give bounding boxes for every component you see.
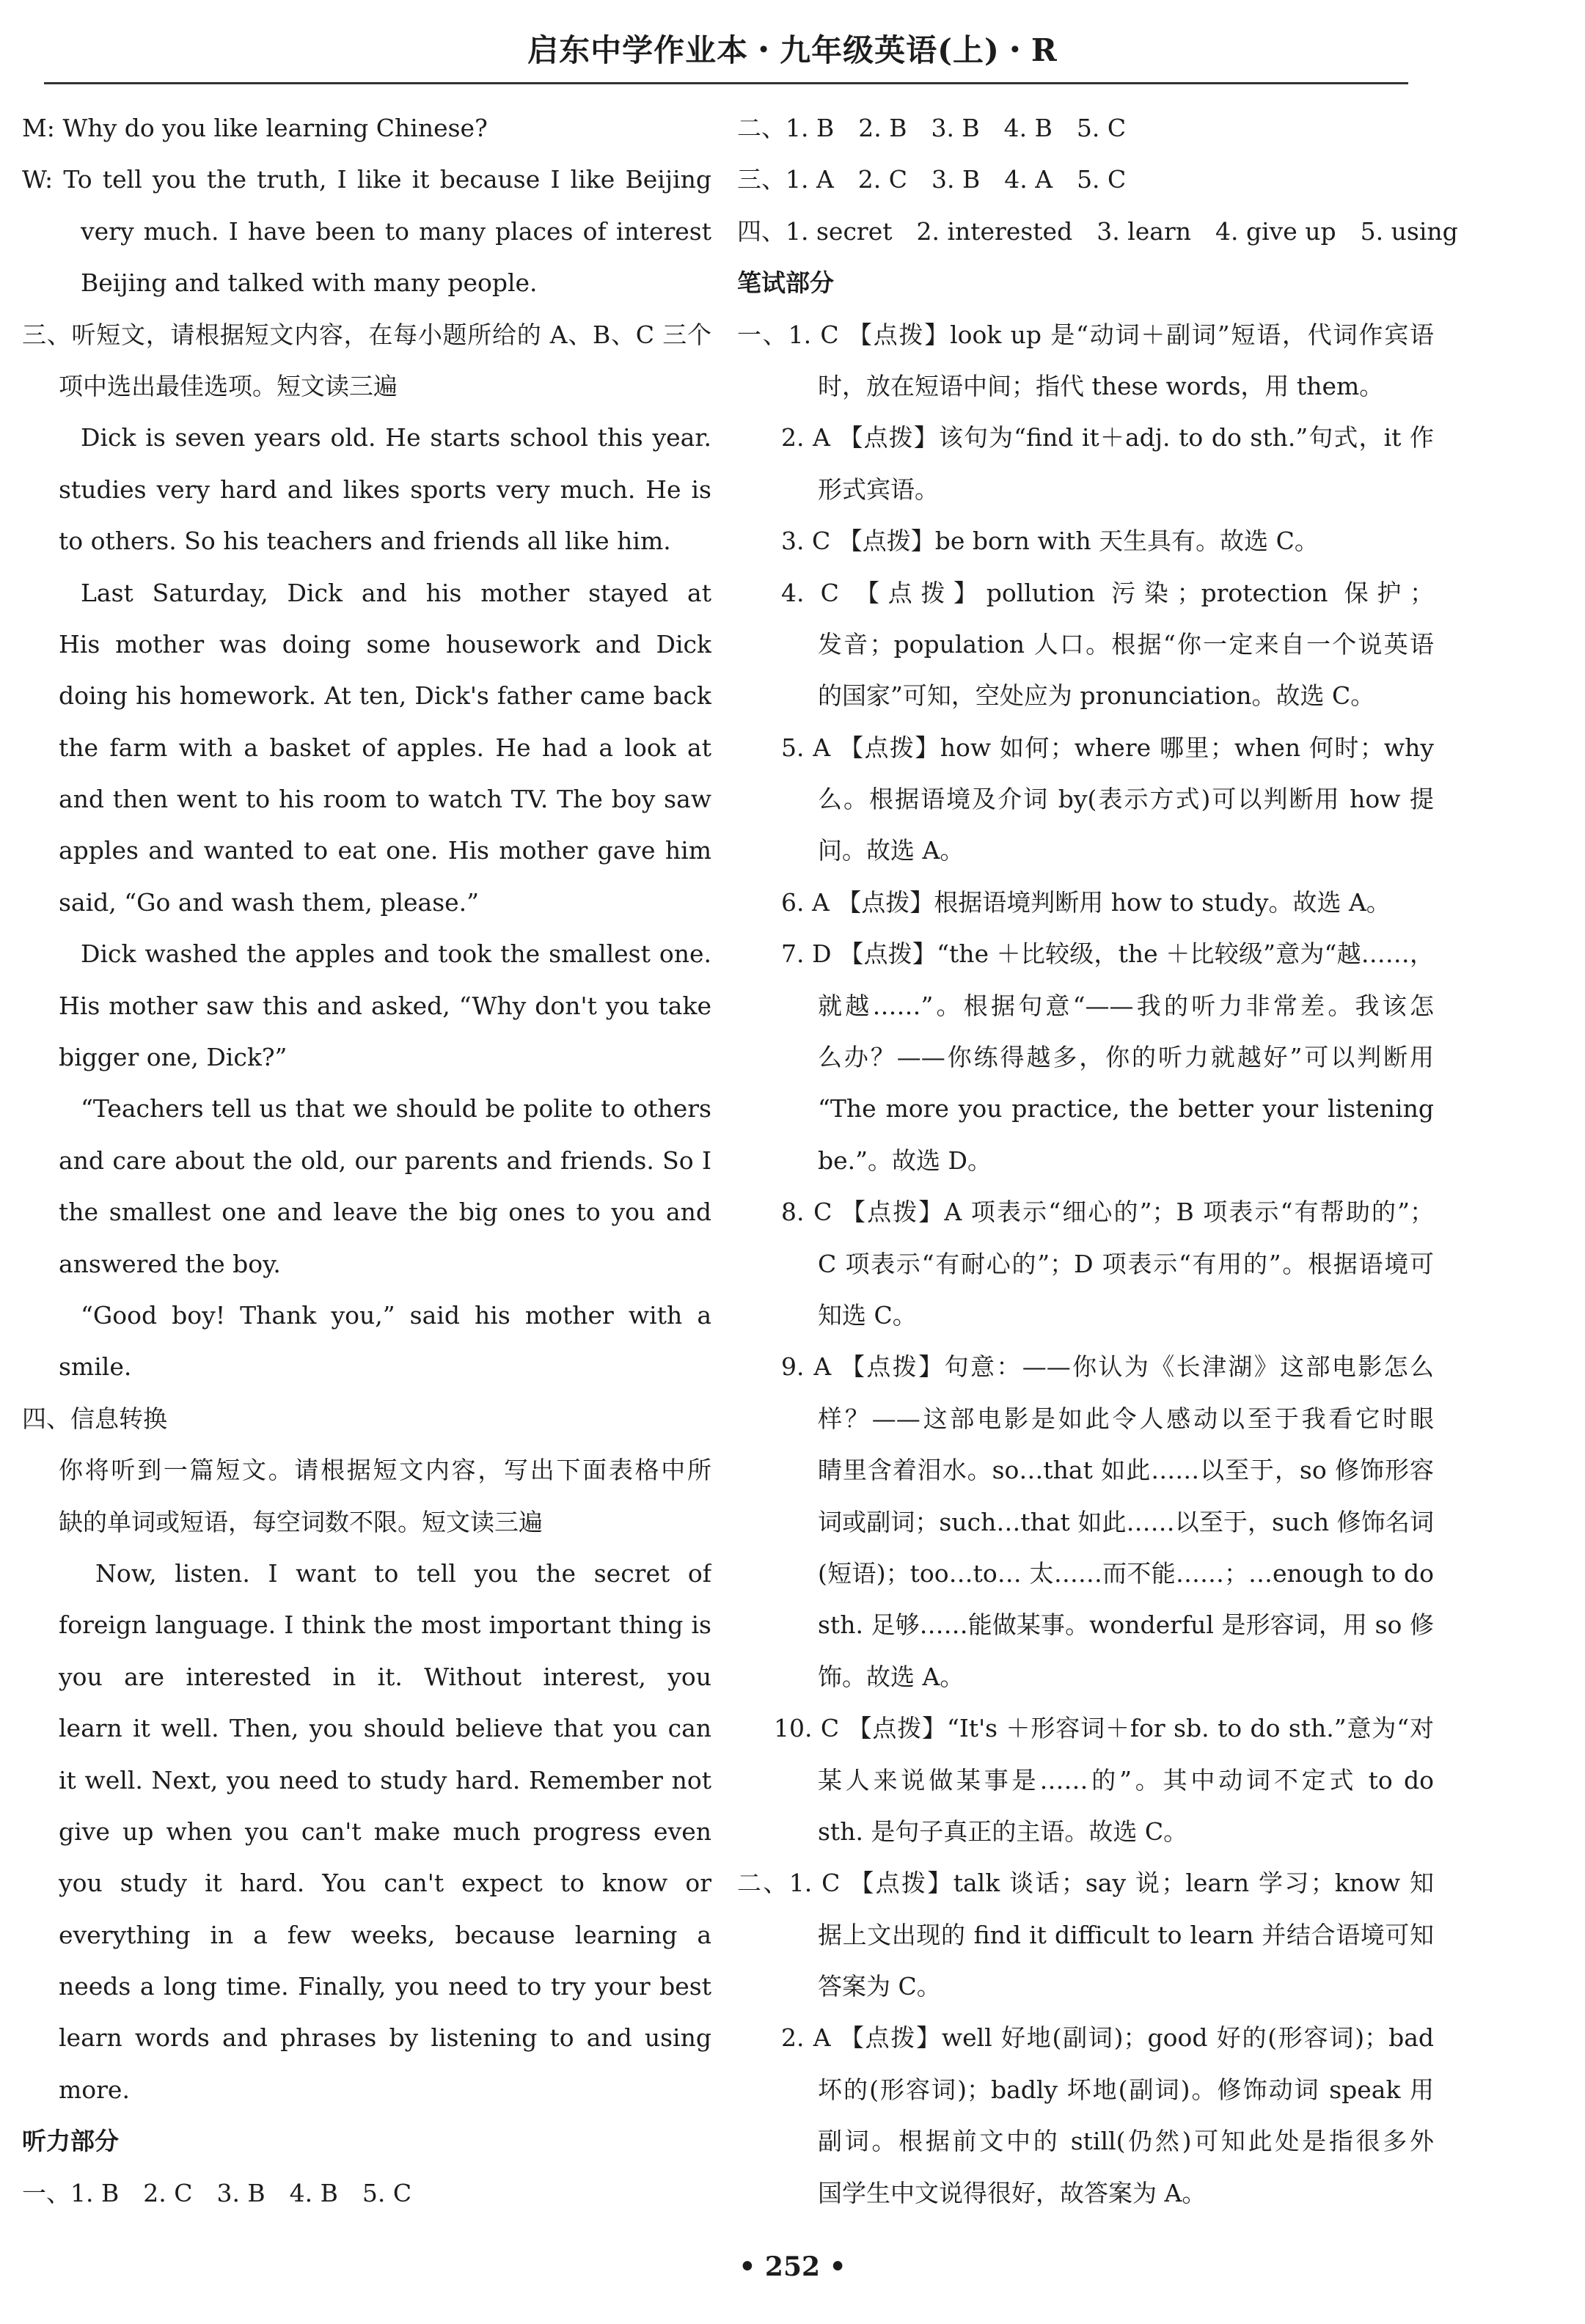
left-column (22, 103, 711, 2219)
text-line: His mother was doing some housework and Dick (59, 629, 711, 659)
text-line: bigger one, Dick?” (59, 1043, 288, 1072)
text-line: apples and wanted to eat one. His mother gave him (59, 836, 711, 865)
text-line: 知选 C。 (818, 1300, 917, 1330)
text-line: it well. Next, you need to study hard. Remember not (59, 1765, 711, 1795)
text-line: Dick washed the apples and took the smallest one. (81, 939, 711, 969)
answer-row: 四、1. secret 2. interested 3. learn 4. give up 5. using (737, 216, 1458, 246)
text-line: 3. C 【点拨】be born with 天生具有。故选 C。 (781, 527, 1319, 556)
text-line: 6. A 【点拨】根据语境判断用 how to study。故选 A。 (781, 887, 1391, 917)
text-line: 一、1. C 【点拨】look up 是“动词＋副词”短语，代词作宾语 (737, 320, 1434, 349)
text-line: 8. C 【点拨】A 项表示“细心的”；B 项表示“有帮助的”； (781, 1198, 1434, 1227)
text-line: 据上文出现的 find it difficult to learn 并结合语境可知 (818, 1920, 1434, 1949)
section-heading: 四、信息转换 (22, 1404, 167, 1433)
text-line: 么办？——你练得越多，你的听力就越好”可以判断用 (818, 1043, 1434, 1072)
text-line: and care about the old, our parents and friends. So I (59, 1145, 711, 1175)
text-line: sth. 足够……能做某事。wonderful 是形容词，用 so 修 (818, 1610, 1434, 1640)
text-line: you study it hard. You can't expect to know or (59, 1869, 711, 1898)
text-line: 4. C 【点拨】pollution 污染；protection 保护； (781, 578, 1434, 607)
text-line: 样？——这部电影是如此令人感动以至于我看它时眼 (818, 1404, 1434, 1433)
text-line: Last Saturday, Dick and his mother stayed at (81, 578, 711, 607)
text-line: 问。故选 A。 (818, 836, 964, 865)
text-line: 词或副词；such…that 如此……以至于，such 修饰名词 (818, 1507, 1434, 1536)
text-line: 二、1. C 【点拨】talk 谈话；say 说；learn 学习；know 知 (737, 1869, 1434, 1898)
page-header-title: 启东中学作业本・九年级英语(上)・R (527, 32, 1058, 68)
text-line: 国学生中文说得很好，故答案为 A。 (818, 2178, 1207, 2207)
text-line: you are interested in it. Without interest, you (59, 1662, 711, 1691)
answer-row: 二、1. B 2. B 3. B 4. B 5. C (737, 114, 1127, 142)
text-line: Dick is seven years old. He starts school this year. (81, 423, 711, 452)
text-line: 的国家”可知，空处应为 pronunciation。故选 C。 (818, 681, 1375, 711)
section-heading: 笔试部分 (737, 268, 834, 298)
text-line: 2. A 【点拨】该句为“find it＋adj. to do sth.”句式，it 作 (781, 423, 1434, 452)
text-line: the smallest one and leave the big ones to you and (59, 1198, 711, 1227)
text-line: studies very hard and likes sports very much. He is (59, 474, 711, 504)
text-line: answered the boy. (59, 1249, 281, 1278)
text-line: said, “Go and wash them, please.” (59, 887, 480, 917)
section-heading: 听力部分 (22, 2127, 119, 2156)
text-line: learn words and phrases by listening to and using (59, 2023, 711, 2053)
right-column (737, 103, 1458, 2219)
text-line: Beijing and talked with many people. (81, 268, 538, 298)
section-heading: 三、听短文，请根据短文内容，在每小题所给的 A、B、C 三个 (22, 320, 711, 349)
text-line: 副词。根据前文中的 still(仍然)可知此处是指很多外 (818, 2127, 1434, 2156)
text-line: sth. 是句子真正的主语。故选 C。 (818, 1817, 1188, 1846)
text-line: 么。根据语境及介词 by(表示方式)可以判断用 how 提 (818, 785, 1434, 814)
text-line: 10. C 【点拨】“It's ＋形容词＋for sb. to do sth.”意为“对 (774, 1714, 1434, 1743)
text-line: “Teachers tell us that we should be polite to others (81, 1094, 711, 1123)
text-line: be.”。故选 D。 (818, 1145, 992, 1175)
text-line: 9. A 【点拨】句意：——你认为《长津湖》这部电影怎么 (781, 1352, 1434, 1382)
answer-row: 一、1. B 2. C 3. B 4. B 5. C (22, 2178, 412, 2207)
header-divider (44, 82, 1408, 84)
text-line: everything in a few weeks, because learning a (59, 1920, 711, 1949)
text-line: “The more you practice, the better your listening (818, 1094, 1434, 1123)
text-line: the farm with a basket of apples. He had a look at (59, 733, 711, 762)
text-line: 7. D 【点拨】“the ＋比较级，the ＋比较级”意为“越……， (781, 939, 1434, 969)
text-line: 某人来说做某事是……的”。其中动词不定式 to do (818, 1765, 1434, 1795)
text-line: Now, listen. I want to tell you the secret of (95, 1558, 711, 1588)
text-line: C 项表示“有耐心的”；D 项表示“有用的”。根据语境可 (818, 1249, 1434, 1278)
text-line: learn it well. Then, you should believe that you can (59, 1714, 711, 1743)
text-line: “Good boy! Thank you,” said his mother with a (81, 1300, 711, 1330)
text-line: 睛里含着泪水。so…that 如此……以至于，so 修饰形容 (818, 1456, 1434, 1485)
text-line: His mother saw this and asked, “Why don't you take (59, 991, 711, 1020)
text-line: more. (59, 2075, 130, 2104)
text-line: 2. A 【点拨】well 好地(副词)；good 好的(形容词)；bad (781, 2023, 1434, 2053)
text-line: 发音；population 人口。根据“你一定来自一个说英语 (818, 629, 1434, 659)
text-line: foreign language. I think the most important thing is (59, 1610, 711, 1640)
text-line: needs a long time. Finally, you need to try your best (59, 1972, 711, 2001)
text-line: M: Why do you like learning Chinese? (22, 114, 488, 142)
text-line: 5. A 【点拨】how 如何；where 哪里；when 何时；why (781, 733, 1434, 762)
text-line: very much. I have been to many places of interest (81, 216, 711, 246)
text-line: 形式宾语。 (818, 474, 939, 504)
text-line: 饰。故选 A。 (818, 1662, 964, 1691)
text-line: give up when you can't make much progress even (59, 1817, 711, 1846)
text-line: 坏的(形容词)；badly 坏地(副词)。修饰动词 speak 用 (818, 2075, 1434, 2104)
text-line: to others. So his teachers and friends all like him. (59, 527, 671, 556)
text-line: smile. (59, 1352, 132, 1382)
text-line: 时，放在短语中间；指代 these words，用 them。 (818, 371, 1384, 400)
answer-row: 三、1. A 2. C 3. B 4. A 5. C (737, 165, 1127, 194)
text-line: 你将听到一篇短文。请根据短文内容，写出下面表格中所 (59, 1456, 711, 1485)
text-line: W: To tell you the truth, I like it because I like Beijing (22, 165, 711, 194)
text-line: doing his homework. At ten, Dick's father came back (59, 681, 711, 711)
text-line: 就越……”。根据句意“——我的听力非常差。我该怎 (818, 991, 1434, 1020)
page-number: • 252 • (739, 2251, 846, 2282)
text-line: 答案为 C。 (818, 1972, 941, 2001)
text-line: and then went to his room to watch TV. The boy saw (59, 785, 711, 814)
text-line: 项中选出最佳选项。短文读三遍 (59, 371, 398, 400)
text-line: (短语)；too…to… 太……而不能……；…enough to do (818, 1558, 1434, 1588)
text-line: 缺的单词或短语，每空词数不限。短文读三遍 (59, 1507, 543, 1536)
